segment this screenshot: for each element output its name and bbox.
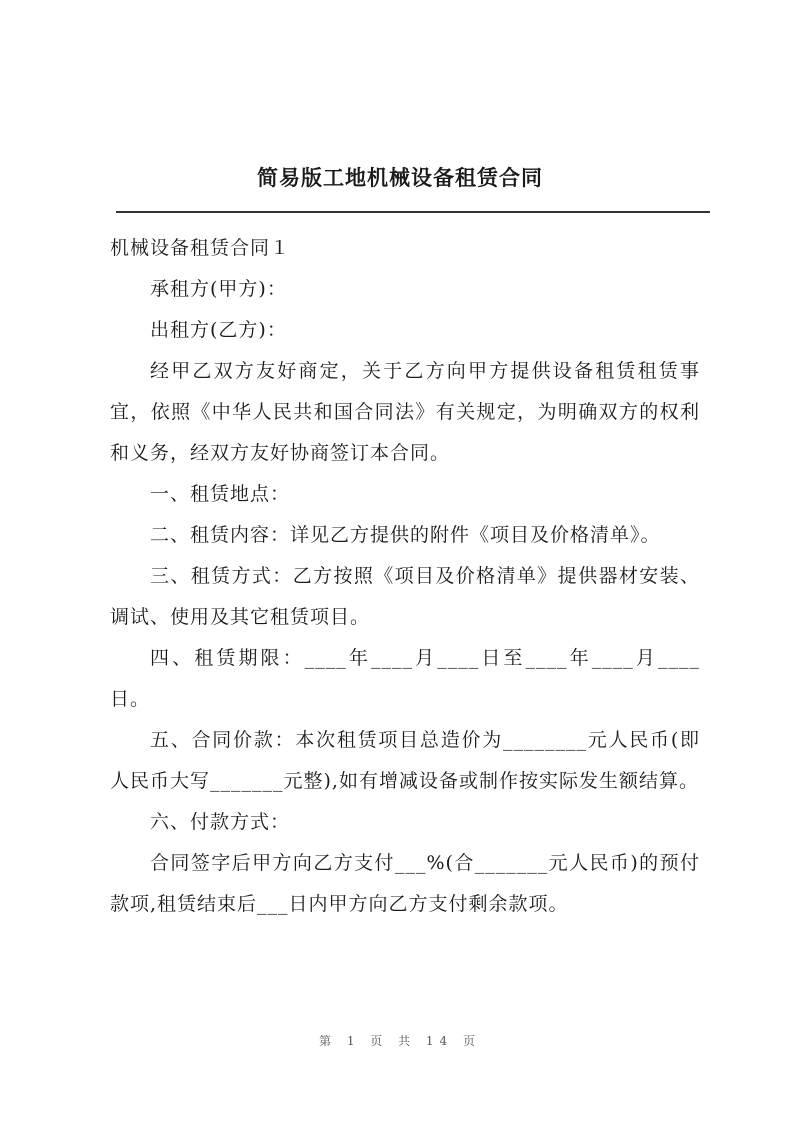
paragraph-clause-4: 四、租赁期限：____年____月____日至____年____月____日。 — [110, 647, 700, 710]
page-title: 简易版工地机械设备租赁合同 — [257, 165, 543, 190]
paragraph-lessee: 承租方(甲方)： — [150, 278, 287, 300]
paragraph-clause-6: 六、付款方式： — [150, 811, 291, 833]
title-divider — [116, 211, 710, 213]
paragraph-clause-5: 五、合同价款：本次租赁项目总造价为________元人民币(即人民币大写_______元整),如有增减设备或制作按实际发生额结算。 — [110, 729, 700, 792]
paragraph-payment-detail: 合同签字后甲方向乙方支付___%(合_______元人民币)的预付款项,租赁结束后___日内甲方向乙方支付剩余款项。 — [110, 852, 700, 915]
paragraph-clause-1: 一、租赁地点： — [150, 483, 291, 505]
paragraph-lessor: 出租方(乙方)： — [150, 319, 287, 341]
paragraph-clause-2: 二、租赁内容：详见乙方提供的附件《项目及价格清单》。 — [150, 524, 661, 546]
contract-heading: 机械设备租赁合同１ — [110, 237, 291, 259]
page-number-footer: 第 1 页 共 14 页 — [319, 1034, 481, 1048]
paragraph-clause-3: 三、租赁方式：乙方按照《项目及价格清单》提供器材安装、调试、使用及其它租赁项目。 — [110, 565, 700, 628]
paragraph-preamble: 经甲乙双方友好商定，关于乙方向甲方提供设备租赁租赁事宜，依照《中华人民共和国合同法》有关规定，为明确双方的权利和义务，经双方友好协商签订本合同。 — [110, 360, 700, 464]
document-body — [110, 228, 700, 925]
